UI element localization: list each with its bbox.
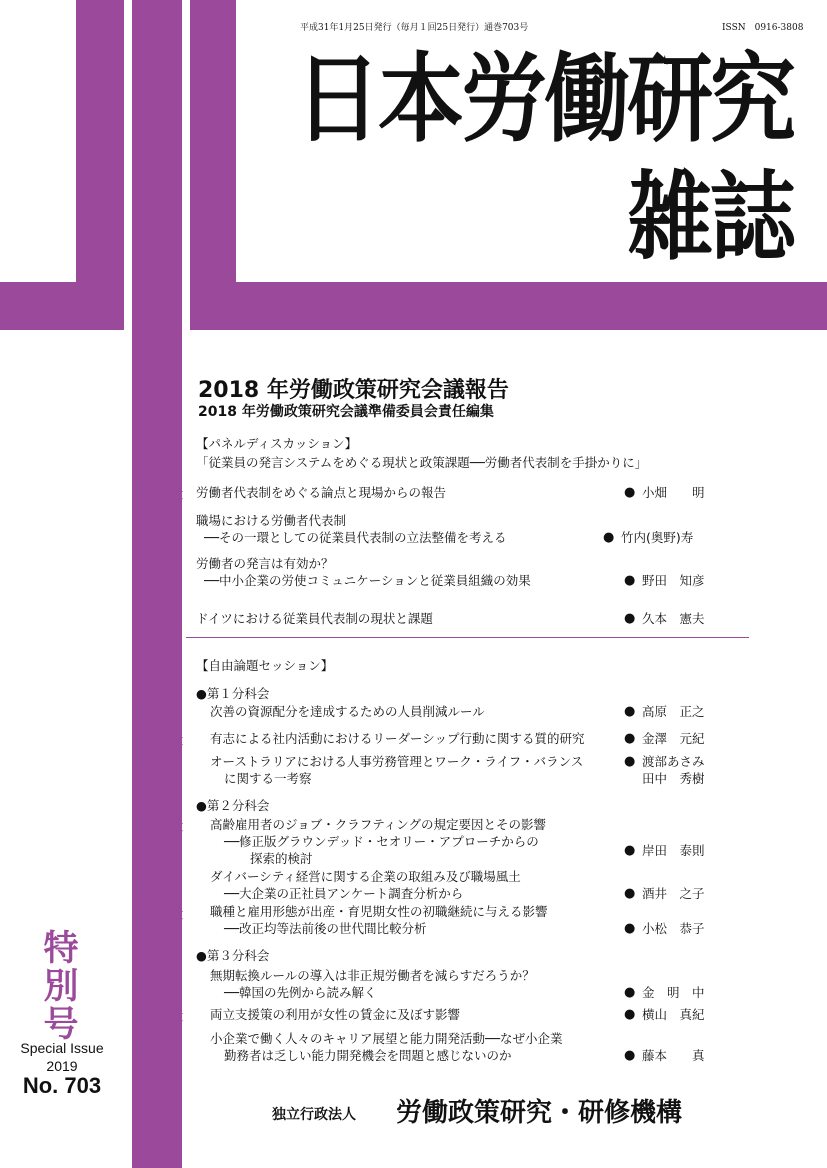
category-label: 論 文 [132, 821, 194, 833]
article-subtitle-continued: 探索的検討 [250, 851, 313, 866]
report-title: 2018 年労働政策研究会議報告 [198, 378, 509, 403]
special-issue-english: Special Issue [20, 1040, 104, 1056]
vertical-spine-bar [132, 0, 194, 1168]
article-title: ドイツにおける従業員代表制の現状と課題 [196, 611, 433, 626]
author-bullet-icon: ● [624, 704, 636, 719]
article-author: 渡部あさみ [642, 754, 705, 769]
author-bullet-icon: ● [624, 843, 636, 858]
author-bullet-icon: ● [624, 485, 636, 500]
article-author: 高原 正之 [642, 704, 705, 719]
article-title: 無期転換ルールの導入は非正規労働者を減らすだろうか？ [210, 968, 535, 983]
author-bullet-icon: ● [624, 754, 636, 769]
article-title: 有志による社内活動におけるリーダーシップ行動に関する質的研究 [210, 731, 585, 746]
publication-info: 平成31年1月25日発行（毎月１回25日発行）通巻703号 [300, 23, 529, 33]
article-subtitle: ──韓国の先例から読み解く [224, 985, 377, 1000]
issn: ISSN 0916-3808 [722, 23, 804, 33]
article-title: 小企業で働く人々のキャリア展望と能力開発活動──なぜ小企業 [210, 1031, 563, 1046]
publisher-type: 独立行政法人 [272, 1107, 356, 1123]
article-author: 久本 憲夫 [642, 611, 705, 626]
special-issue-label: 特別号 [43, 929, 79, 1045]
article-title: 次善の資源配分を達成するための人員削減ルール [210, 704, 485, 719]
article-title-continued: に関する一考察 [224, 771, 312, 786]
article-subtitle: ──修正版グラウンデッド・セオリー・アプローチからの [224, 834, 539, 849]
panel-label: 【パネルディスカッション】 [196, 436, 358, 451]
article-author: 岸田 泰則 [642, 843, 705, 858]
category-label: 論 文 [132, 735, 194, 747]
article-author: 酒井 之子 [642, 886, 705, 901]
article-author-second: 田中 秀樹 [642, 771, 705, 786]
article-author: 金 明 中 [642, 985, 705, 1000]
author-bullet-icon: ● [624, 611, 636, 626]
session-heading: ●第３分科会 [196, 948, 270, 963]
article-title: 高齢雇用者のジョブ・クラフティングの規定要因とその影響 [210, 817, 547, 832]
category-label: 論文要旨 [136, 1035, 178, 1047]
article-subtitle: ──改正均等法前後の世代間比較分析 [224, 921, 427, 936]
article-title-continued: 勤務者は乏しい能力開発機会を問題と感じないのか [224, 1048, 512, 1063]
session-heading: ●第２分科会 [196, 798, 270, 813]
author-bullet-icon: ● [624, 985, 636, 1000]
author-bullet-icon: ● [624, 731, 636, 746]
author-bullet-icon: ● [624, 573, 636, 588]
article-title: オーストラリアにおける人事労務管理とワーク・ライフ・バランス [210, 754, 584, 769]
category-label: 論 文 [132, 489, 194, 501]
category-label: 論文要旨 [136, 758, 178, 770]
article-title: ダイバーシティ経営に関する企業の取組み及び職場風土 [210, 869, 521, 884]
right-top-bar [190, 282, 827, 330]
panel-theme: 「従業員の発言システムをめぐる現状と政策課題──労働者代表制を手掛かりに」 [196, 455, 648, 470]
article-author: 横山 真紀 [642, 1007, 705, 1022]
author-bullet-icon: ● [624, 1048, 636, 1063]
article-title: 労働者代表制をめぐる論点と現場からの報告 [196, 485, 447, 500]
category-label: 論文要旨 [136, 874, 178, 886]
publisher-name: 労働政策研究・研修機構 [396, 1098, 683, 1128]
category-label: 論文要旨 [136, 708, 178, 720]
article-subtitle: ──中小企業の労使コミュニケーションと従業員組織の効果 [204, 573, 531, 588]
journal-title-line-2: 雑誌 [627, 162, 793, 275]
author-bullet-icon: ● [624, 886, 636, 901]
left-top-bar [0, 282, 124, 330]
article-title: 職場における労働者代表制 [196, 513, 347, 528]
article-author: 小畑 明 [642, 485, 705, 500]
category-label: 論文要旨 [136, 972, 178, 984]
author-bullet-icon: ● [624, 1007, 636, 1022]
article-author: 竹内(奥野)寿 [621, 530, 694, 545]
right-inner-bar [190, 0, 236, 282]
left-outer-bar [76, 0, 124, 282]
article-author: 小松 恭子 [642, 921, 705, 936]
issue-number: No. 703 [22, 1073, 102, 1098]
article-title: 両立支援策の利用が女性の賃金に及ぼす影響 [210, 1007, 461, 1022]
article-subtitle: ──大企業の正社員アンケート調査分析から [224, 886, 464, 901]
session-heading: ●第１分科会 [196, 686, 270, 701]
issue-year: 2019 [46, 1058, 78, 1074]
author-bullet-icon: ● [624, 921, 636, 936]
report-editor: 2018 年労働政策研究会議準備委員会責任編集 [198, 404, 494, 420]
article-author: 野田 知彦 [642, 573, 705, 588]
author-bullet-icon: ● [603, 530, 615, 545]
section-divider [186, 637, 749, 638]
journal-title-line-1: 日本労働研究 [295, 44, 793, 157]
article-title: 職種と雇用形態が出産・育児期女性の初職継続に与える影響 [210, 904, 548, 919]
category-label: 論 文 [132, 909, 194, 921]
article-author: 金澤 元紀 [642, 731, 705, 746]
category-label: 論 文 [132, 1011, 194, 1023]
article-title: 労働者の発言は有効か？ [196, 556, 334, 571]
article-author: 藤本 真 [642, 1048, 705, 1063]
free-session-label: 【自由論題セッション】 [196, 658, 334, 673]
article-subtitle: ──その一環としての従業員代表制の立法整備を考える [204, 530, 507, 545]
